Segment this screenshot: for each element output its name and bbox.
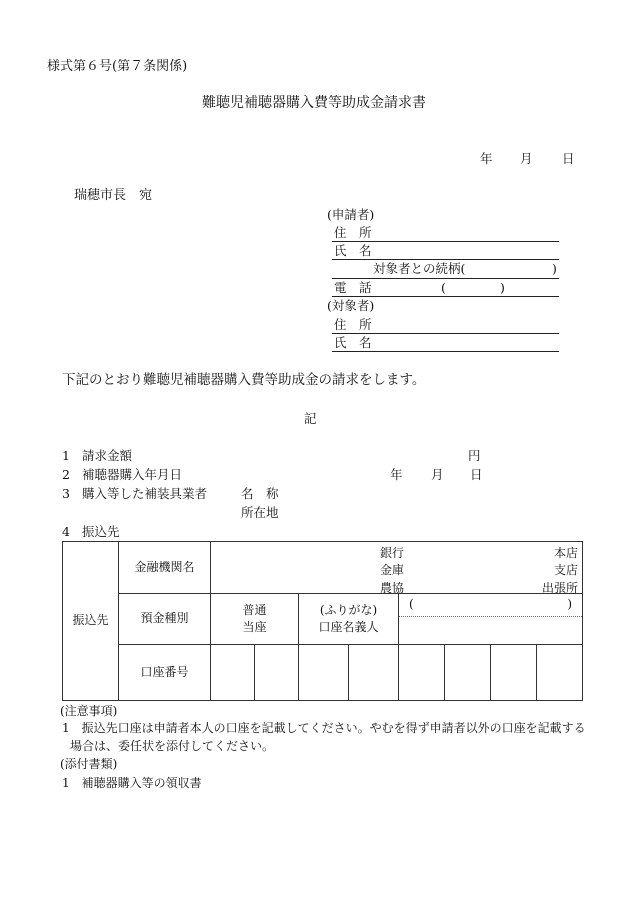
deposit-label: 預金種別 [119,594,211,645]
phone-open: ( [441,280,446,295]
account-digit-3[interactable] [299,645,349,701]
furigana-label: (ふりがな) [319,602,378,617]
note-1-line1: 1 振込先口座は申請者本人の口座を記載してください。やむを得ず申請者以外の口座を記載する [62,721,586,735]
attachments-header: (添付書類) [60,757,118,771]
applicant-phone-line[interactable] [332,296,559,297]
institution-types [380,545,404,597]
item1-number: 1 [62,448,70,463]
account-digit-8[interactable] [537,645,583,701]
holder-paren-open: ( [409,597,414,611]
account-digit-5[interactable] [399,645,445,701]
subject-name-line[interactable] [332,351,559,352]
attachment-1: 1 補聴器購入等の領収書 [62,776,202,790]
account-digit-7[interactable] [491,645,537,701]
page-title: 難聴児補聴器購入費等助成金請求書 [202,95,426,111]
applicant-name-label: 氏 名 [334,243,372,258]
item2-label: 補聴器購入年月日 [82,467,183,482]
deposit-type-current: 当座 [242,620,267,634]
deposit-type-cell[interactable] [211,594,299,645]
applicant-phone-label: 電 話 [334,280,372,295]
item3-name-label: 名 称 [241,486,279,501]
institution-label: 金融機関名 [119,542,211,594]
relation-label: 対象者との続柄( [373,261,466,276]
phone-close: ) [500,280,505,295]
branch-type-branch: 支店 [553,563,578,578]
relation-close: ) [552,261,557,276]
account-digit-6[interactable] [445,645,491,701]
applicant-header: (申請者) [327,207,375,222]
addressee: 瑞穂市長 宛 [74,188,153,203]
form-number: 様式第６号(第７条関係) [47,59,188,74]
item2-day: 日 [470,467,483,482]
item4-label: 振込先 [82,524,120,539]
subject-address-line[interactable] [332,333,559,334]
subject-header: (対象者) [327,298,375,313]
item1-unit: 円 [468,448,481,463]
ki-label: 記 [304,411,317,426]
date-month: 月 [520,151,533,166]
inst-type-nokyo: 農協 [380,580,405,595]
account-digit-2[interactable] [255,645,299,701]
date-day: 日 [562,151,575,166]
subject-address-label: 住 所 [334,317,372,332]
item2-year: 年 [390,467,403,482]
holder-label-cell [299,594,399,645]
bank-transfer-table [62,541,583,701]
item1-label: 請求金額 [82,448,133,463]
applicant-address-label: 住 所 [334,225,372,240]
holder-label: 口座名義人 [318,620,379,634]
item3-number: 3 [62,486,70,501]
account-digit-4[interactable] [349,645,399,701]
account-digit-1[interactable] [211,645,255,701]
furigana-divider [399,616,582,617]
deposit-type-ordinary: 普通 [242,602,267,617]
relation-line[interactable] [332,278,559,279]
item2-number: 2 [62,467,70,482]
item2-month: 月 [431,467,444,482]
account-number-label: 口座番号 [119,645,211,701]
institution-cell[interactable] [211,542,583,594]
notes-header: (注意事項) [60,704,118,718]
intro-text: 下記のとおり難聴児補聴器購入費等助成金の請求をします。 [62,372,426,388]
branch-type-main: 本店 [553,546,578,560]
holder-name-cell[interactable] [399,594,583,645]
holder-paren-close: ) [567,597,572,611]
inst-type-bank: 銀行 [380,546,405,560]
applicant-address-line[interactable] [332,241,559,242]
applicant-name-line[interactable] [332,259,559,260]
branch-type-office: 出張所 [541,580,578,595]
inst-type-shinkin: 金庫 [380,563,405,578]
transfer-row-header: 振込先 [63,542,119,701]
item4-number: 4 [62,524,70,539]
subject-name-label: 氏 名 [334,335,372,350]
item3-location-label: 所在地 [241,505,279,520]
branch-types [542,545,578,597]
item3-label: 購入等した補装具業者 [82,486,208,501]
date-year: 年 [480,151,493,166]
note-1-line2: 場合は、委任状を添付してください。 [70,739,275,753]
